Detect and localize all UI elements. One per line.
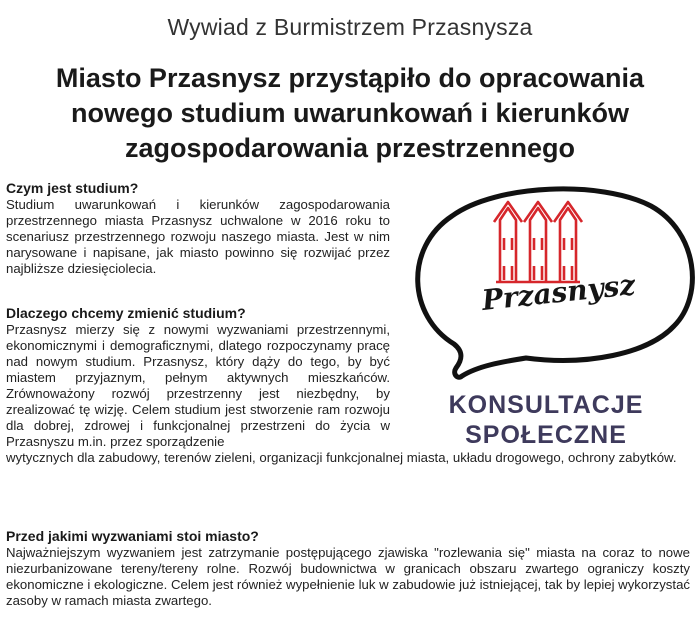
- section-body: Przasnysz mierzy się z nowymi wyzwaniami przestrzennymi, ekonomicznymi i demograficznymi, dlatego rozpoczynamy pracę nad nowym studium. Przasnysz, który dąży do tego, by być miastem przyjaznym, pełnym aktywnych mieszkańców. Zrównoważony rozwój przestrzenny jest niezbędny, by zrealizować tę wizję. Celem studium jest stworzenie ram rozwoju dla dobrej, zdrowej i funkcjonalnej przestrzeni do życia w Przasnyszu m.in. przez sporządzenie: [6, 322, 390, 449]
- consultation-logo: [396, 176, 700, 466]
- section-challenges: [6, 528, 690, 609]
- headline: [0, 61, 700, 166]
- article-kicker: Wywiad z Burmistrzem Przasnysza: [167, 14, 533, 40]
- section-heading: Dlaczego chcemy zmienić studium?: [6, 305, 246, 321]
- logo-caption-line: SPOŁECZNE: [465, 421, 627, 449]
- logo-caption-line: KONSULTACJE: [448, 391, 644, 419]
- towers-icon: [494, 202, 582, 282]
- section-body: Studium uwarunkowań i kierunków zagospodarowania przestrzennego miasta Przasnysz uchwalone w 2016 roku to scenariusz przestrzennego rozwoju naszego miasta. Jest w nim narysowane i napisane, jak miasto powinno się rozwijać przez najbliższe dziesięciolecia.: [6, 197, 390, 276]
- section-what-is-study: [6, 180, 390, 277]
- section-heading: Czym jest studium?: [6, 180, 139, 196]
- section-heading: Przed jakimi wyzwaniami stoi miasto?: [6, 528, 259, 544]
- headline-line: zagospodarowania przestrzennego: [124, 133, 576, 163]
- section-body-continued: wytycznych dla zabudowy, terenów zieleni, organizacji funkcjonalnej miasta, układu drogowego, ochrony zabytków.: [6, 450, 677, 465]
- logo-caption: [426, 390, 666, 450]
- section-body: Najważniejszym wyzwaniem jest zatrzymanie postępującego zjawiska "rozlewania się" miasta na coraz to nowe niezurbanizowane tereny/tereny rolne. Rozwój budownictwa w granicach obszaru zwartego ograniczy koszty ekonomiczne i ekologiczne. Celem jest również wypełnienie luk w zabudowie już istniejącej, tak by lepiej wykorzystać zasoby w ramach miasta zwartego.: [6, 545, 690, 608]
- logo-script-text: Przasnysz: [480, 268, 637, 317]
- headline-line: nowego studium uwarunkowań i kierunków: [70, 98, 630, 128]
- headline-line: Miasto Przasnysz przystąpiło do opracowania: [55, 63, 645, 93]
